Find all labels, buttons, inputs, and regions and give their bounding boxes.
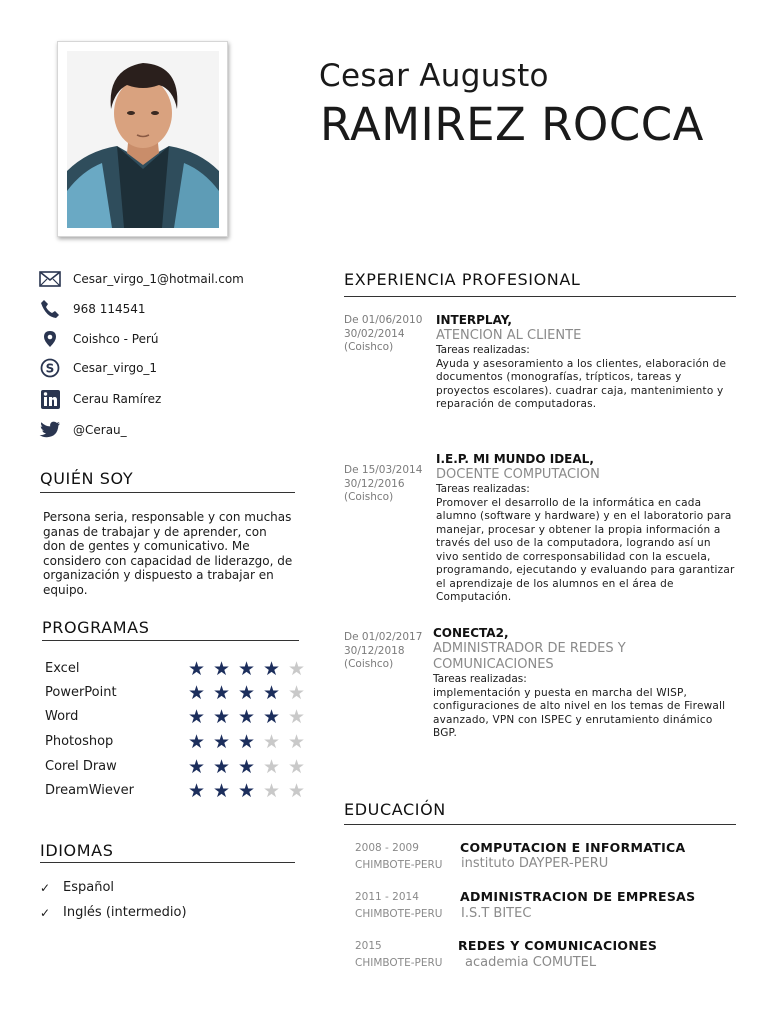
star-empty-icon: ★ <box>287 658 306 680</box>
education-school: academia COMUTEL <box>465 955 597 970</box>
tasks-label: Tareas realizadas: <box>436 483 530 495</box>
star-filled-icon: ★ <box>187 780 206 802</box>
tasks-text: Ayuda y asesoramiento a los clientes, elaboración de documentos (monografías, trípticos, tareas y proyectos escolares). cuadrar caja, mantenimiento y reparación de computadoras. <box>436 357 727 410</box>
education-location: CHIMBOTE-PERU <box>355 957 443 969</box>
education-degree: COMPUTACION E INFORMATICA <box>460 840 686 855</box>
star-filled-icon: ★ <box>187 731 206 753</box>
star-filled-icon: ★ <box>237 731 256 753</box>
checkmark-icon: ✓ <box>40 905 51 920</box>
experience-divider <box>344 296 736 297</box>
date-place: (Coishco) <box>344 341 394 353</box>
contact-phone <box>38 298 146 320</box>
star-filled-icon: ★ <box>237 706 256 728</box>
contact-linkedin <box>38 388 161 410</box>
date-end: 30/12/2018 <box>344 644 405 657</box>
education-degree: ADMINISTRACION DE EMPRESAS <box>460 889 696 904</box>
twitter-icon <box>38 420 62 440</box>
experience-entry <box>433 626 733 741</box>
education-degree: REDES Y COMUNICACIONES <box>458 938 658 953</box>
program-row <box>45 706 306 729</box>
about-title: QUIÉN SOY <box>40 469 134 488</box>
job-role: DOCENTE COMPUTACION <box>436 467 600 482</box>
date-end: 30/12/2016 <box>344 477 405 490</box>
education-title: EDUCACIÓN <box>344 800 446 819</box>
programs-divider <box>42 640 299 641</box>
linkedin-icon <box>38 389 62 409</box>
star-filled-icon: ★ <box>212 658 231 680</box>
programs-title: PROGRAMAS <box>42 618 150 637</box>
program-row <box>45 682 306 705</box>
contact-skype <box>38 357 157 379</box>
star-empty-icon: ★ <box>287 756 306 778</box>
experience-dates <box>344 464 439 505</box>
svg-text:S: S <box>45 361 55 376</box>
star-empty-icon: ★ <box>287 780 306 802</box>
language-label: Español <box>63 880 115 895</box>
star-filled-icon: ★ <box>212 682 231 704</box>
job-role: ATENCION AL CLIENTE <box>436 328 582 343</box>
location-pin-icon <box>38 329 62 349</box>
checkmark-icon: ✓ <box>40 880 51 895</box>
linkedin-text: Cerau Ramírez <box>73 392 162 406</box>
education-school: instituto DAYPER-PERU <box>461 856 609 871</box>
experience-dates <box>344 631 439 672</box>
last-name: RAMIREZ ROCCA <box>320 98 704 151</box>
star-filled-icon: ★ <box>212 780 231 802</box>
experience-entry <box>436 452 736 605</box>
program-name: PowerPoint <box>45 685 117 700</box>
star-empty-icon: ★ <box>287 731 306 753</box>
skype-icon <box>38 358 62 378</box>
star-filled-icon: ★ <box>262 682 281 704</box>
date-place: (Coishco) <box>344 491 394 503</box>
skype-text: Cesar_virgo_1 <box>73 361 158 375</box>
rating-stars <box>184 659 309 679</box>
date-start: De 01/02/2017 <box>344 631 423 643</box>
experience-entry <box>436 313 736 412</box>
star-empty-icon: ★ <box>262 780 281 802</box>
language-item <box>40 905 187 920</box>
star-filled-icon: ★ <box>237 658 256 680</box>
first-name: Cesar Augusto <box>319 58 549 94</box>
star-filled-icon: ★ <box>187 706 206 728</box>
location-text: Coishco - Perú <box>73 332 159 346</box>
rating-stars <box>184 757 309 777</box>
star-filled-icon: ★ <box>237 756 256 778</box>
date-start: De 15/03/2014 <box>344 464 423 476</box>
company-name: INTERPLAY, <box>436 313 512 327</box>
date-place: (Coishco) <box>344 658 394 670</box>
program-name: Word <box>45 709 79 724</box>
profile-photo <box>67 51 219 228</box>
program-row <box>45 756 306 779</box>
star-empty-icon: ★ <box>262 756 281 778</box>
languages-divider <box>40 862 295 863</box>
education-school: I.S.T BITEC <box>461 906 532 921</box>
about-divider <box>40 492 295 493</box>
star-filled-icon: ★ <box>187 756 206 778</box>
star-filled-icon: ★ <box>187 658 206 680</box>
about-text: Persona seria, responsable y con muchas ganas de trabajar y de aprender, con don de gentes y comunicativo. Me considero con capacidad de liderazgo, de organización y dispuesto a trabajar en equipo. <box>43 510 293 597</box>
email-icon <box>38 269 62 289</box>
education-location: CHIMBOTE-PERU <box>355 908 443 920</box>
program-row <box>45 780 306 803</box>
education-divider <box>344 824 736 825</box>
star-filled-icon: ★ <box>212 756 231 778</box>
star-empty-icon: ★ <box>287 706 306 728</box>
contact-email <box>38 268 244 290</box>
rating-stars <box>184 781 309 801</box>
profile-photo-frame <box>57 41 228 237</box>
education-dates <box>355 889 442 923</box>
experience-dates <box>344 314 439 355</box>
language-label: Inglés (intermedio) <box>63 905 187 920</box>
program-row <box>45 731 306 754</box>
phone-text: 968 114541 <box>73 302 146 316</box>
education-dates <box>355 840 442 874</box>
program-name: Corel Draw <box>45 759 117 774</box>
star-filled-icon: ★ <box>237 780 256 802</box>
phone-icon <box>38 299 62 319</box>
date-start: De 01/06/2010 <box>344 314 423 326</box>
experience-title: EXPERIENCIA PROFESIONAL <box>344 270 581 289</box>
twitter-text: @Cerau_ <box>73 423 127 437</box>
program-name: Photoshop <box>45 734 114 749</box>
star-filled-icon: ★ <box>212 706 231 728</box>
tasks-label: Tareas realizadas: <box>436 344 530 356</box>
star-empty-icon: ★ <box>262 731 281 753</box>
program-name: DreamWiever <box>45 783 134 798</box>
star-filled-icon: ★ <box>262 706 281 728</box>
tasks-label: Tareas realizadas: <box>433 673 527 685</box>
star-filled-icon: ★ <box>237 682 256 704</box>
star-filled-icon: ★ <box>212 731 231 753</box>
language-item <box>40 880 114 895</box>
star-filled-icon: ★ <box>262 658 281 680</box>
job-role: ADMINISTRADOR DE REDES Y COMUNICACIONES <box>433 641 626 672</box>
company-name: I.E.P. MI MUNDO IDEAL, <box>436 452 594 466</box>
education-dates <box>355 938 442 972</box>
education-years: 2015 <box>355 940 382 952</box>
rating-stars <box>184 683 309 703</box>
education-years: 2008 - 2009 <box>355 842 419 854</box>
program-row <box>45 658 306 681</box>
program-name: Excel <box>45 661 80 676</box>
rating-stars <box>184 707 309 727</box>
education-years: 2011 - 2014 <box>355 891 419 903</box>
star-filled-icon: ★ <box>187 682 206 704</box>
contact-twitter <box>38 419 127 441</box>
star-empty-icon: ★ <box>287 682 306 704</box>
contact-location <box>38 328 159 350</box>
tasks-text: Promover el desarrollo de la informática en cada alumno (software y hardware) y en el laboratorio para manejar, procesar y obtener la propia información a través del uso de la computadora, logrando así un vivo sentido de corresponsabilidad con la escuela, programando, ejecutando y evaluando para garantizar el aprendizaje de los alumnos en el área de Computación. <box>436 496 735 603</box>
email-text: Cesar_virgo_1@hotmail.com <box>73 272 244 286</box>
education-location: CHIMBOTE-PERU <box>355 859 443 871</box>
tasks-text: implementación y puesta en marcha del WISP, configuraciones de alto nivel en los temas de Firewall avanzado, VPN con ISPEC y enrutamiento dinámico BGP. <box>433 686 726 739</box>
rating-stars <box>184 732 309 752</box>
languages-title: IDIOMAS <box>40 841 114 860</box>
date-end: 30/02/2014 <box>344 327 405 340</box>
company-name: CONECTA2, <box>433 626 509 640</box>
